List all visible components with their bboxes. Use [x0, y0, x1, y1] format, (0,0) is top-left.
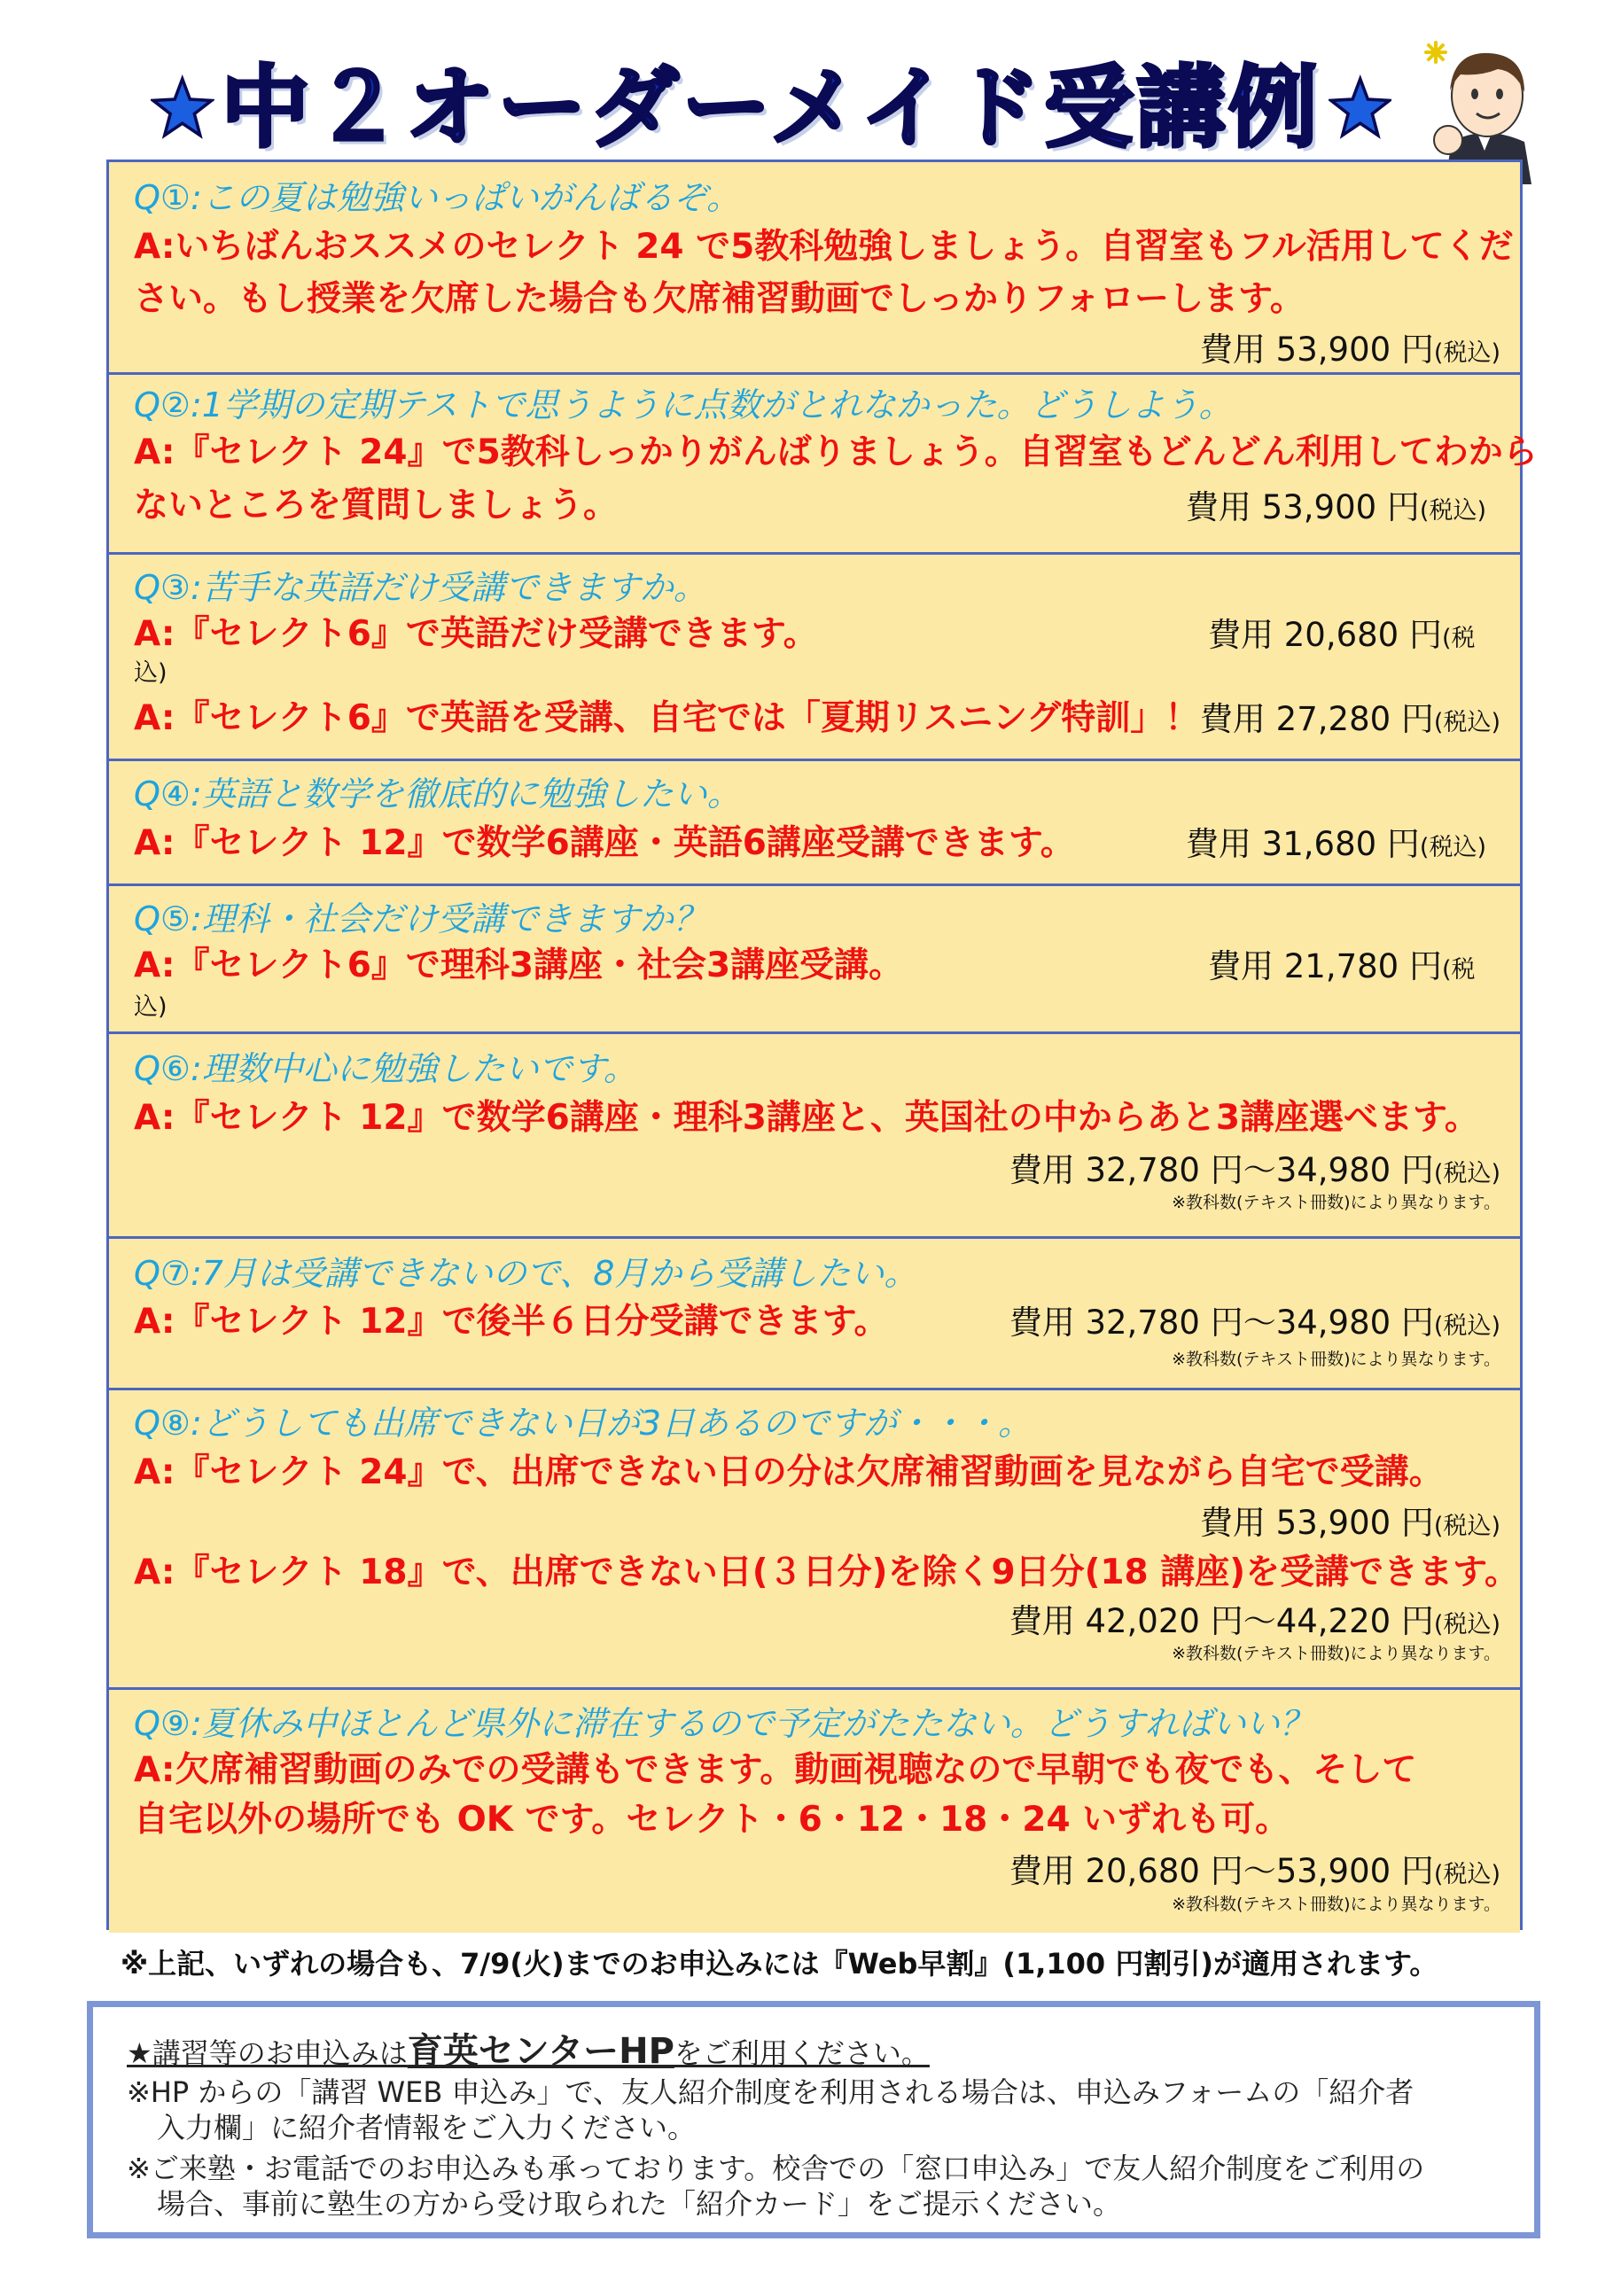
fee-tax-wrap: 込) — [134, 659, 168, 687]
info-box — [87, 2001, 1540, 2238]
qa-item-9 — [109, 1690, 1520, 1933]
answer-text: ないところを質問しましょう。 — [134, 486, 619, 525]
fee-note: ※教科数(テキスト冊数)により異なります。 — [1172, 1350, 1500, 1369]
question-text: Q①:この夏は勉強いっぱいがんばるぞ。 — [134, 178, 741, 217]
answer-text: さい。もし授業を欠席した場合も欠席補習動画でしっかりフォローします。 — [134, 279, 1305, 319]
info-line-2: ※HP からの「講習 WEB 申込み」で、友人紹介制度を利用される場合は、申込みフォームの「紹介者 — [127, 2075, 1414, 2109]
answer-text: A:『セレクト6』で英語だけ受講できます。 — [134, 614, 818, 654]
qa-panel — [106, 160, 1538, 1930]
fee-tax-wrap: 込) — [134, 993, 168, 1021]
info-line-1 — [127, 2031, 930, 2072]
qa-item-6 — [109, 1034, 1520, 1239]
info-line-3: 入力欄」に紹介者情報をご入力ください。 — [157, 2111, 697, 2144]
fee-text: 費用 53,900 円(税込) — [1199, 1504, 1500, 1542]
question-text: Q⑤:理科・社会だけ受講できますか？ — [134, 899, 707, 938]
star-icon — [151, 67, 214, 149]
answer-text: 自宅以外の場所でも OK です。セレクト・6・12・18・24 いずれも可。 — [134, 1800, 1290, 1840]
answer-text: A:『セレクト6』で英語を受講、自宅では「夏期リスニング特訓」！ — [134, 698, 1200, 738]
question-text: Q⑧:どうしても出席できない日が3日あるのですが・・・。 — [134, 1404, 1032, 1443]
fee-note: ※教科数(テキスト冊数)により異なります。 — [1172, 1193, 1500, 1212]
info-line-5: 場合、事前に塾生の方から受け取られた「紹介カード」をご提示ください。 — [157, 2187, 1122, 2221]
title-text: 中２オーダーメイド受講例 — [221, 56, 1321, 160]
answer-text: A:『セレクト 24』で、出席できない日の分は欠席補習動画を見ながら自宅で受講。 — [134, 1452, 1444, 1492]
question-text: Q④:英語と数学を徹底的に勉強したい。 — [134, 774, 741, 813]
fee-text: 費用 53,900 円(税込) — [1199, 331, 1500, 369]
qa-item-3 — [109, 555, 1520, 761]
qa-item-4 — [109, 761, 1520, 886]
page-title — [151, 55, 1391, 161]
answer-text: A:欠席補習動画のみでの受講もできます。動画視聴なので早朝でも夜でも、そして — [134, 1750, 1417, 1790]
answer-text: A:『セレクト 12』で数学6講座・英語6講座受講できます。 — [134, 823, 1075, 863]
fee-text: 費用 32,780 円～34,980 円(税込) — [1009, 1151, 1500, 1189]
website-link[interactable]: 育英センターHP — [407, 2031, 674, 2072]
question-text: Q⑨:夏休み中ほとんど県外に滞在するので予定がたたない。どうすればいい？ — [134, 1704, 1313, 1743]
qa-item-7 — [109, 1239, 1520, 1390]
answer-text: A:『セレクト 12』で後半６日分受講できます。 — [134, 1302, 889, 1342]
question-text: Q③:苦手な英語だけ受講できますか。 — [134, 568, 707, 607]
answer-text: A:いちばんおススメのセレクト 24 で5教科勉強しましょう。自習室もフル活用してくだ — [134, 227, 1514, 267]
fee-text: 費用 32,780 円～34,980 円(税込) — [1009, 1304, 1500, 1342]
qa-item-8 — [109, 1390, 1520, 1690]
fee-text: 費用 42,020 円～44,220 円(税込) — [1009, 1602, 1500, 1640]
question-text: Q⑥:理数中心に勉強したいです。 — [134, 1049, 637, 1088]
info-line-4: ※ご来塾・お電話でのお申込みも承っております。校舎での「窓口申込み」で友人紹介制度をご利用の — [127, 2152, 1425, 2185]
fee-note: ※教科数(テキスト冊数)により異なります。 — [1172, 1644, 1500, 1663]
answer-text: A:『セレクト 18』で、出席できない日(３日分)を除く9日分(18 講座)を受講できます。 — [134, 1553, 1519, 1592]
qa-item-1 — [109, 162, 1520, 375]
qa-item-2 — [109, 375, 1538, 555]
footnote: ※上記、いずれの場合も、7/9(火)までのお申込みには『Web早割』(1,100 円割引)が適用されます。 — [121, 1947, 1438, 1981]
fee-text: 費用 53,900 円(税込) — [1185, 488, 1486, 526]
info-underlined-text: ★講習等のお申込みは育英センターHPをご利用ください。 — [127, 2031, 930, 2072]
fee-text: 費用 27,280 円(税込) — [1199, 700, 1500, 738]
question-text: Q②:1学期の定期テストで思うように点数がとれなかった。どうしよう。 — [134, 385, 1233, 424]
fee-text: 費用 20,680 円(税 — [1208, 616, 1476, 654]
fee-text: 費用 20,680 円～53,900 円(税込) — [1009, 1852, 1500, 1890]
answer-text: A:『セレクト6』で理科3講座・社会3講座受講。 — [134, 946, 904, 985]
answer-text: A:『セレクト 12』で数学6講座・理科3講座と、英国社の中からあと3講座選べます。 — [134, 1098, 1479, 1138]
fee-text: 費用 31,680 円(税込) — [1185, 825, 1486, 863]
fee-note: ※教科数(テキスト冊数)により異なります。 — [1172, 1895, 1500, 1914]
fee-text: 費用 21,780 円(税 — [1208, 947, 1476, 985]
star-icon — [1329, 67, 1392, 149]
answer-text: A:『セレクト 24』で5教科しっかりがんばりましょう。自習室もどんどん利用してわから — [134, 432, 1538, 472]
question-text: Q⑦:7月は受講できないので、8月から受講したい。 — [134, 1254, 918, 1293]
qa-item-5 — [109, 886, 1520, 1034]
